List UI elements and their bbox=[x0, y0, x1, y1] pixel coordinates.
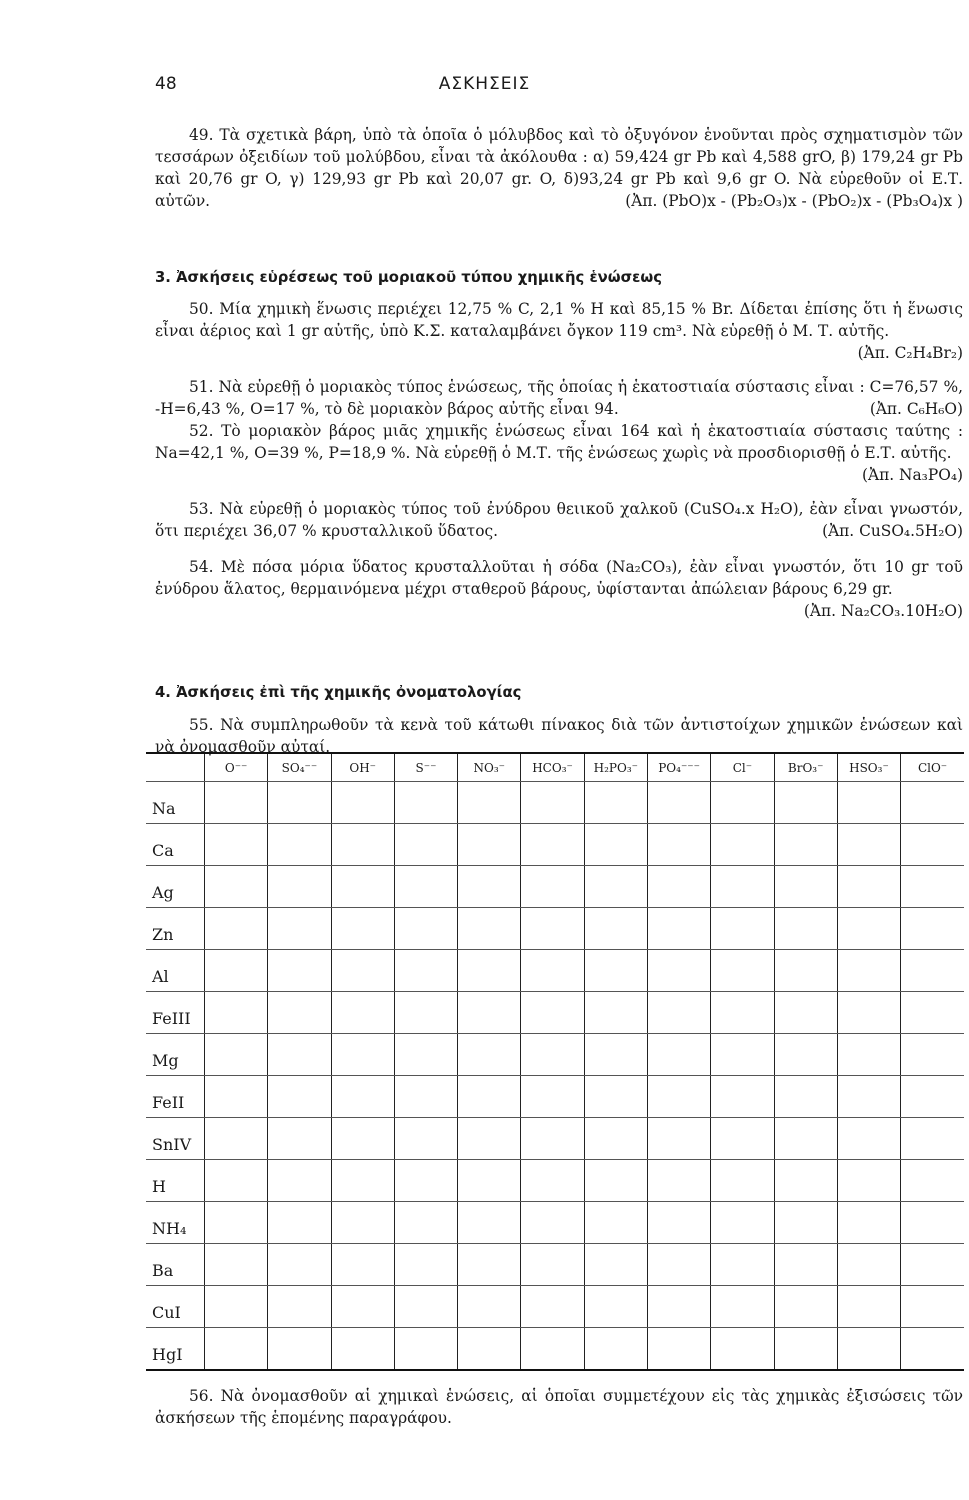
cation-rows bbox=[146, 782, 964, 1370]
blank-cell bbox=[647, 1118, 710, 1160]
page-title: ΑΣΚΗΣΕΙΣ bbox=[438, 74, 531, 94]
blank-cell bbox=[205, 824, 268, 866]
blank-cell bbox=[268, 1034, 331, 1076]
section-4-heading: 4. Ἀσκήσεις ἐπὶ τῆς χημικῆς ὀνοματολογίας bbox=[155, 684, 522, 701]
blank-cell bbox=[711, 1202, 774, 1244]
blank-cell bbox=[774, 866, 837, 908]
blank-cell bbox=[584, 1328, 647, 1370]
exercise-56-text: 56. Νὰ ὀνομασθοῦν αἱ χημικαὶ ἑνώσεις, αἱ ὁποῖαι συμμετέχουν εἰς τὰς χημικὰς ἐξισώσεις τῶν ἀσκήσεων τῆς ἑπομένης παραγράφου. bbox=[155, 1387, 963, 1427]
blank-cell bbox=[331, 992, 394, 1034]
anion-header-cell: O⁻⁻ bbox=[205, 753, 268, 782]
blank-cell bbox=[837, 1286, 900, 1328]
blank-cell bbox=[205, 1328, 268, 1370]
blank-cell bbox=[837, 866, 900, 908]
blank-cell bbox=[331, 1244, 394, 1286]
blank-cell bbox=[901, 950, 964, 992]
blank-cell bbox=[205, 1034, 268, 1076]
blank-cell bbox=[394, 1244, 457, 1286]
blank-cell bbox=[711, 908, 774, 950]
blank-cell bbox=[774, 908, 837, 950]
blank-cell bbox=[331, 1076, 394, 1118]
blank-cell bbox=[394, 950, 457, 992]
blank-cell bbox=[837, 908, 900, 950]
blank-cell bbox=[458, 992, 521, 1034]
blank-cell bbox=[268, 824, 331, 866]
blank-cell bbox=[268, 1076, 331, 1118]
blank-cell bbox=[711, 1118, 774, 1160]
blank-cell bbox=[521, 1118, 584, 1160]
blank-cell bbox=[394, 824, 457, 866]
blank-cell bbox=[901, 908, 964, 950]
blank-cell bbox=[901, 1160, 964, 1202]
blank-cell bbox=[837, 1034, 900, 1076]
table-row bbox=[146, 992, 964, 1034]
blank-cell bbox=[521, 1244, 584, 1286]
table-row bbox=[146, 1244, 964, 1286]
blank-cell bbox=[901, 1328, 964, 1370]
anion-header-cell: ClO⁻ bbox=[901, 753, 964, 782]
page-header bbox=[155, 74, 814, 98]
exercise-52 bbox=[155, 420, 963, 486]
blank-cell bbox=[331, 1118, 394, 1160]
anion-header-cell: Cl⁻ bbox=[711, 753, 774, 782]
table-row bbox=[146, 950, 964, 992]
exercise-50-answer: (Ἀπ. C₂H₄Br₂) bbox=[857, 344, 963, 362]
blank-cell bbox=[901, 1076, 964, 1118]
blank-cell bbox=[774, 1286, 837, 1328]
exercise-53-answer: (Ἀπ. CuSO₄.5H₂O) bbox=[822, 522, 963, 540]
blank-cell bbox=[711, 992, 774, 1034]
blank-cell bbox=[458, 1034, 521, 1076]
anion-header-cell: SO₄⁻⁻ bbox=[268, 753, 331, 782]
anion-header-cell: PO₄⁻⁻⁻ bbox=[647, 753, 710, 782]
exercise-49-text: 49. Τὰ σχετικὰ βάρη, ὑπὸ τὰ ὁποῖα ὁ μόλυβδος καὶ τὸ ὀξυγόνον ἑνοῦνται πρὸς σχηματισμὸν τῶν τεσσάρων ὀξειδίων τοῦ μολύβδου, εἶναι τὰ ἀκόλουθα : α) 59,424 gr Pb καὶ 4,588 grO, β) 179,24 gr Pb καὶ 20,76 gr O, γ) 129,93 gr Pb καὶ 20,07 gr. O, δ)93,24 gr Pb καὶ 9,6 gr O. Νὰ εὑρεθοῦν οἱ Ε.Τ. αὐτῶν. bbox=[155, 126, 963, 210]
blank-cell bbox=[711, 1076, 774, 1118]
blank-cell bbox=[837, 1160, 900, 1202]
blank-cell bbox=[774, 1244, 837, 1286]
blank-cell bbox=[205, 1202, 268, 1244]
cation-label: Na bbox=[146, 782, 205, 824]
blank-cell bbox=[458, 950, 521, 992]
blank-cell bbox=[458, 1202, 521, 1244]
blank-cell bbox=[584, 866, 647, 908]
blank-cell bbox=[774, 824, 837, 866]
blank-cell bbox=[205, 1244, 268, 1286]
blank-cell bbox=[268, 908, 331, 950]
blank-cell bbox=[584, 1286, 647, 1328]
blank-cell bbox=[458, 1160, 521, 1202]
blank-cell bbox=[331, 908, 394, 950]
blank-cell bbox=[584, 824, 647, 866]
cation-label: Al bbox=[146, 950, 205, 992]
blank-cell bbox=[521, 1202, 584, 1244]
blank-cell bbox=[205, 950, 268, 992]
blank-cell bbox=[647, 824, 710, 866]
blank-cell bbox=[458, 908, 521, 950]
page-number: 48 bbox=[155, 74, 177, 94]
blank-cell bbox=[647, 992, 710, 1034]
anion-header-cell: BrO₃⁻ bbox=[774, 753, 837, 782]
exercise-54 bbox=[155, 556, 963, 622]
blank-cell bbox=[584, 1244, 647, 1286]
table-row bbox=[146, 1160, 964, 1202]
blank-cell bbox=[394, 866, 457, 908]
blank-cell bbox=[711, 1160, 774, 1202]
blank-cell bbox=[584, 950, 647, 992]
table-corner-cell bbox=[146, 753, 205, 782]
blank-cell bbox=[458, 824, 521, 866]
blank-cell bbox=[647, 782, 710, 824]
blank-cell bbox=[205, 992, 268, 1034]
exercise-55-text: 55. Νὰ συμπληρωθοῦν τὰ κενὰ τοῦ κάτωθι πίνακος διὰ τῶν ἀντιστοίχων χημικῶν ἑνώσεων καὶ νὰ ὀνομασθοῦν αὐταί. bbox=[155, 716, 963, 756]
cation-label: SnIV bbox=[146, 1118, 205, 1160]
blank-cell bbox=[268, 1202, 331, 1244]
blank-cell bbox=[647, 1160, 710, 1202]
table-row bbox=[146, 824, 964, 866]
blank-cell bbox=[205, 866, 268, 908]
cation-label: Ag bbox=[146, 866, 205, 908]
blank-cell bbox=[711, 1244, 774, 1286]
cation-label: H bbox=[146, 1160, 205, 1202]
blank-cell bbox=[584, 992, 647, 1034]
blank-cell bbox=[711, 782, 774, 824]
exercise-49-answer: (Ἀπ. (PbO)x - (Pb₂O₃)x - (PbO₂)x - (Pb₃O₄)x ) bbox=[625, 192, 963, 210]
blank-cell bbox=[647, 1202, 710, 1244]
blank-cell bbox=[901, 1202, 964, 1244]
anion-header-cell: NO₃⁻ bbox=[458, 753, 521, 782]
section-3-heading: 3. Ἀσκήσεις εὑρέσεως τοῦ μοριακοῦ τύπου χημικῆς ἑνώσεως bbox=[155, 269, 663, 286]
blank-cell bbox=[837, 1244, 900, 1286]
blank-cell bbox=[521, 908, 584, 950]
blank-cell bbox=[458, 1118, 521, 1160]
blank-cell bbox=[331, 1328, 394, 1370]
blank-cell bbox=[268, 1328, 331, 1370]
blank-cell bbox=[584, 782, 647, 824]
blank-cell bbox=[711, 1034, 774, 1076]
blank-cell bbox=[331, 1202, 394, 1244]
blank-cell bbox=[331, 824, 394, 866]
blank-cell bbox=[774, 992, 837, 1034]
blank-cell bbox=[331, 782, 394, 824]
blank-cell bbox=[394, 1076, 457, 1118]
cation-label: Ca bbox=[146, 824, 205, 866]
blank-cell bbox=[837, 992, 900, 1034]
table-row bbox=[146, 1286, 964, 1328]
cation-label: NH₄ bbox=[146, 1202, 205, 1244]
blank-cell bbox=[774, 1160, 837, 1202]
blank-cell bbox=[647, 866, 710, 908]
blank-cell bbox=[394, 1160, 457, 1202]
blank-cell bbox=[268, 1118, 331, 1160]
blank-cell bbox=[584, 1076, 647, 1118]
blank-cell bbox=[268, 1286, 331, 1328]
blank-cell bbox=[205, 908, 268, 950]
exercise-49 bbox=[155, 124, 963, 212]
blank-cell bbox=[268, 1160, 331, 1202]
blank-cell bbox=[774, 950, 837, 992]
blank-cell bbox=[521, 950, 584, 992]
table-row bbox=[146, 866, 964, 908]
blank-cell bbox=[205, 1118, 268, 1160]
blank-cell bbox=[268, 1244, 331, 1286]
cation-label: Zn bbox=[146, 908, 205, 950]
blank-cell bbox=[521, 782, 584, 824]
blank-cell bbox=[584, 1034, 647, 1076]
blank-cell bbox=[711, 1328, 774, 1370]
blank-cell bbox=[521, 992, 584, 1034]
table-row bbox=[146, 1034, 964, 1076]
blank-cell bbox=[711, 950, 774, 992]
blank-cell bbox=[647, 908, 710, 950]
blank-cell bbox=[711, 866, 774, 908]
anion-header-cell: HSO₃⁻ bbox=[837, 753, 900, 782]
blank-cell bbox=[394, 1202, 457, 1244]
anion-header-cell: S⁻⁻ bbox=[394, 753, 457, 782]
blank-cell bbox=[521, 866, 584, 908]
blank-cell bbox=[521, 1328, 584, 1370]
cation-label: HgI bbox=[146, 1328, 205, 1370]
blank-cell bbox=[205, 1160, 268, 1202]
exercise-53-text: 53. Νὰ εὑρεθῇ ὁ μοριακὸς τύπος τοῦ ἐνύδρου θειικοῦ χαλκοῦ (CuSO₄.x H₂O), ἐὰν εἶναι γνωστόν, ὅτι περιέχει 36,07 % κρυσταλλικοῦ ὕδατος. bbox=[155, 500, 963, 540]
blank-cell bbox=[268, 866, 331, 908]
exercise-51-text: 51. Νὰ εὑρεθῇ ὁ μοριακὸς τύπος ἑνώσεως, τῆς ὁποίας ἡ ἑκατοστιαία σύστασις εἶναι : C=76,57 %, -H=6,43 %, O=17 %, τὸ δὲ μοριακὸν βάρος αὐτῆς εἶναι 94. bbox=[155, 378, 963, 418]
blank-cell bbox=[521, 1286, 584, 1328]
blank-cell bbox=[584, 1118, 647, 1160]
blank-cell bbox=[458, 866, 521, 908]
blank-cell bbox=[268, 992, 331, 1034]
blank-cell bbox=[458, 1244, 521, 1286]
blank-cell bbox=[837, 1118, 900, 1160]
blank-cell bbox=[268, 782, 331, 824]
blank-cell bbox=[711, 1286, 774, 1328]
exercise-54-text: 54. Μὲ πόσα μόρια ὕδατος κρυσταλλοῦται ἡ σόδα (Na₂CO₃), ἐὰν εἶναι γνωστόν, ὅτι 10 gr τοῦ ἐνύδρου ἅλατος, θερμαινόμενα μέχρι σταθεροῦ βάρους, ὑφίστανται ἀπώλειαν βάρους 6,29 gr. bbox=[155, 558, 963, 598]
anion-header-cell: OH⁻ bbox=[331, 753, 394, 782]
blank-cell bbox=[458, 1328, 521, 1370]
blank-cell bbox=[331, 1286, 394, 1328]
blank-cell bbox=[901, 782, 964, 824]
blank-cell bbox=[774, 1034, 837, 1076]
blank-cell bbox=[331, 1034, 394, 1076]
blank-cell bbox=[394, 1118, 457, 1160]
blank-cell bbox=[458, 1286, 521, 1328]
table-row bbox=[146, 908, 964, 950]
anion-header-cell: H₂PO₃⁻ bbox=[584, 753, 647, 782]
exercise-52-text: 52. Τὸ μοριακὸν βάρος μιᾶς χημικῆς ἑνώσεως εἶναι 164 καὶ ἡ ἑκατοστιαία σύστασις ταύτης : Na=42,1 %, O=39 %, P=18,9 %. Νὰ εὑρεθῇ ὁ Μ.Τ. τῆς ἑνώσεως χωρὶς νὰ προσδιορισθῇ ὁ Ε.Τ. αὐτῆς. bbox=[155, 422, 963, 462]
blank-cell bbox=[584, 1202, 647, 1244]
blank-cell bbox=[901, 1034, 964, 1076]
blank-cell bbox=[521, 1076, 584, 1118]
cation-label: FeII bbox=[146, 1076, 205, 1118]
blank-cell bbox=[901, 824, 964, 866]
blank-cell bbox=[774, 1076, 837, 1118]
table-row bbox=[146, 1202, 964, 1244]
blank-cell bbox=[331, 866, 394, 908]
blank-cell bbox=[584, 1160, 647, 1202]
blank-cell bbox=[647, 1328, 710, 1370]
blank-cell bbox=[521, 1160, 584, 1202]
cation-label: FeIII bbox=[146, 992, 205, 1034]
blank-cell bbox=[458, 1076, 521, 1118]
blank-cell bbox=[268, 950, 331, 992]
blank-cell bbox=[837, 1202, 900, 1244]
blank-cell bbox=[205, 782, 268, 824]
blank-cell bbox=[394, 908, 457, 950]
blank-cell bbox=[205, 1076, 268, 1118]
blank-cell bbox=[647, 1244, 710, 1286]
blank-cell bbox=[774, 782, 837, 824]
exercise-54-answer: (Ἀπ. Na₂CO₃.10H₂O) bbox=[803, 602, 963, 620]
exercise-51 bbox=[155, 376, 963, 420]
blank-cell bbox=[837, 824, 900, 866]
cation-label: CuI bbox=[146, 1286, 205, 1328]
blank-cell bbox=[394, 1034, 457, 1076]
blank-cell bbox=[584, 908, 647, 950]
blank-cell bbox=[394, 1286, 457, 1328]
cation-label: Mg bbox=[146, 1034, 205, 1076]
blank-cell bbox=[774, 1118, 837, 1160]
exercise-50-text: 50. Μία χημικὴ ἕνωσις περιέχει 12,75 % C, 2,1 % H καὶ 85,15 % Br. Δίδεται ἐπίσης ὅτι ἡ ἕνωσις εἶναι ἀέριος καὶ 1 gr αὐτῆς, ὑπὸ Κ.Σ. καταλαμβάνει ὄγκον 119 cm³. Νὰ εὑρεθῇ ὁ Μ. Τ. αὐτῆς. bbox=[155, 300, 963, 340]
exercise-53 bbox=[155, 498, 963, 542]
blank-cell bbox=[837, 1328, 900, 1370]
blank-cell bbox=[837, 950, 900, 992]
blank-cell bbox=[647, 1286, 710, 1328]
blank-cell bbox=[774, 1202, 837, 1244]
anion-header-cell: HCO₃⁻ bbox=[521, 753, 584, 782]
exercise-56 bbox=[155, 1385, 963, 1429]
table-row bbox=[146, 782, 964, 824]
blank-cell bbox=[647, 950, 710, 992]
table-row bbox=[146, 1328, 964, 1370]
blank-cell bbox=[458, 782, 521, 824]
blank-cell bbox=[837, 1076, 900, 1118]
cation-label: Ba bbox=[146, 1244, 205, 1286]
blank-cell bbox=[647, 1076, 710, 1118]
blank-cell bbox=[901, 1286, 964, 1328]
table-row bbox=[146, 1118, 964, 1160]
blank-cell bbox=[837, 782, 900, 824]
exercise-50 bbox=[155, 298, 963, 364]
blank-cell bbox=[901, 866, 964, 908]
blank-cell bbox=[521, 824, 584, 866]
blank-cell bbox=[394, 1328, 457, 1370]
exercise-52-answer: (Ἀπ. Na₃PO₄) bbox=[862, 466, 963, 484]
nomenclature-table bbox=[146, 752, 964, 1371]
blank-cell bbox=[521, 1034, 584, 1076]
blank-cell bbox=[901, 992, 964, 1034]
blank-cell bbox=[647, 1034, 710, 1076]
blank-cell bbox=[205, 1286, 268, 1328]
anion-header-row bbox=[146, 753, 964, 782]
blank-cell bbox=[331, 1160, 394, 1202]
blank-cell bbox=[901, 1244, 964, 1286]
blank-cell bbox=[711, 824, 774, 866]
blank-cell bbox=[901, 1118, 964, 1160]
blank-cell bbox=[774, 1328, 837, 1370]
blank-cell bbox=[394, 782, 457, 824]
exercise-51-answer: (Ἀπ. C₆H₆O) bbox=[869, 400, 963, 418]
table-row bbox=[146, 1076, 964, 1118]
blank-cell bbox=[394, 992, 457, 1034]
blank-cell bbox=[331, 950, 394, 992]
